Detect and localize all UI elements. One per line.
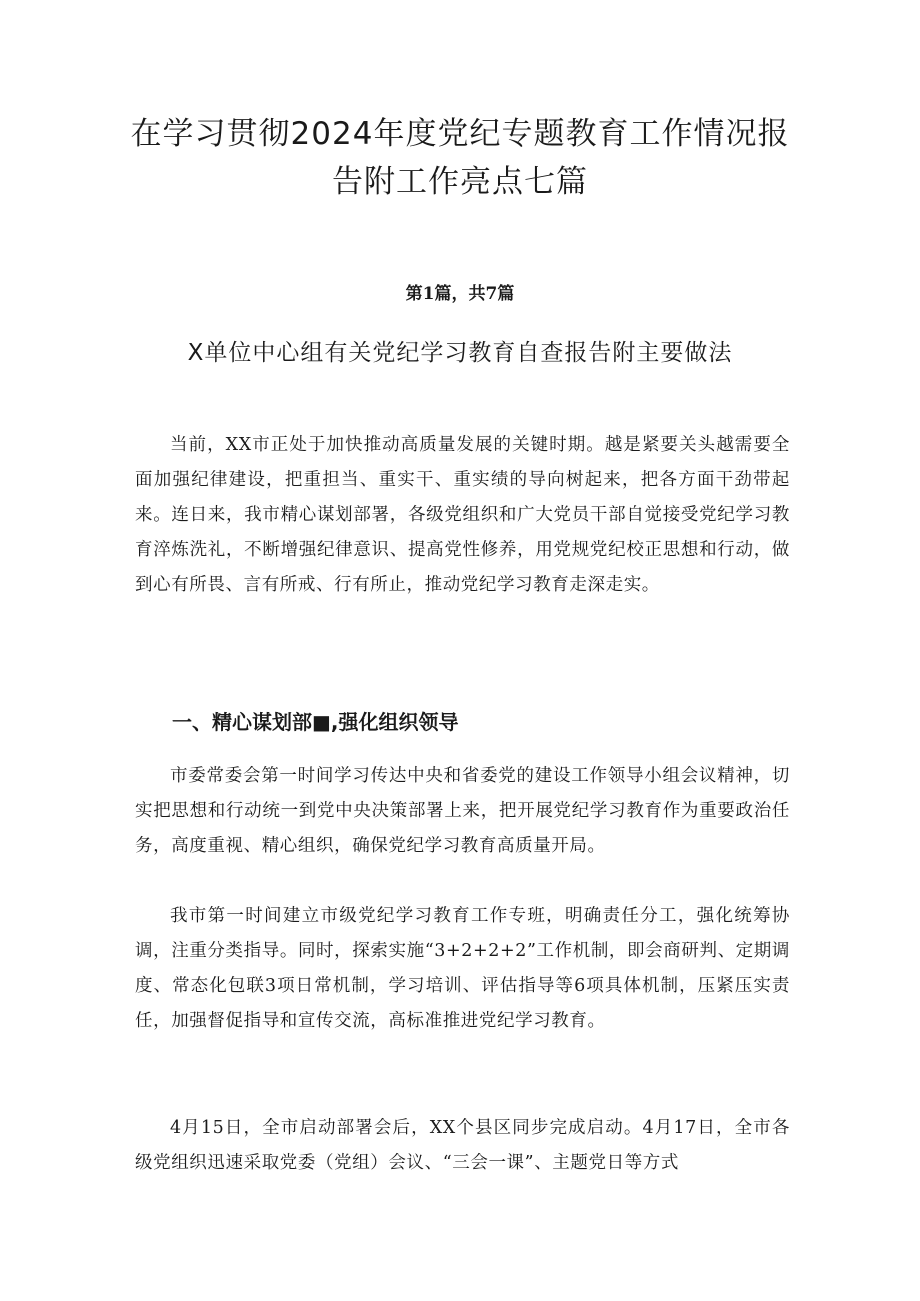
part-label: 第1篇，共7篇 <box>405 284 515 304</box>
article-subtitle: X单位中心组有关党纪学习教育自查报告附主要做法 <box>187 340 733 366</box>
body-paragraph: 市委常委会第一时间学习传达中央和省委党的建设工作领导小组会议精神，切实把思想和行动统一到党中央决策部署上来，把开展党纪学习教育作为重要政治任务，高度重视、精心组织，确保党纪学习教育高质量开局。 <box>135 766 790 856</box>
intro-paragraph: 当前，XX市正处于加快推动高质量发展的关键时期。越是紧要关头越需要全面加强纪律建设，把重担当、重实干、重实绩的导向树起来，把各方面干劲带起来。连日来，我市精心谋划部署，各级党组织和广大党员干部自觉接受党纪学习教育淬炼洗礼，不断增强纪律意识、提高党性修养，用党规党纪校正思想和行动，做到心有所畏、言有所戒、行有所止，推动党纪学习教育走深走实。 <box>135 435 790 595</box>
body-paragraph: 4月15日，全市启动部署会后，XX个县区同步完成启动。4月17日，全市各级党组织迅速采取党委（党组）会议、“三会一课”、主题党日等方式 <box>135 1118 790 1173</box>
body-paragraph: 我市第一时间建立市级党纪学习教育工作专班，明确责任分工，强化统筹协调，注重分类指导。同时，探索实施“3+2+2+2”工作机制，即会商研判、定期调度、常态化包联3项日常机制，学习培训、评估指导等6项具体机制，压紧压实责任，加强督促指导和宣传交流，高标准推进党纪学习教育。 <box>135 906 790 1031</box>
section-heading: 一、精心谋划部■,强化组织领导 <box>172 710 459 734</box>
document-title: 在学习贯彻2024年度党纪专题教育工作情况报告附工作亮点七篇 <box>130 116 790 200</box>
